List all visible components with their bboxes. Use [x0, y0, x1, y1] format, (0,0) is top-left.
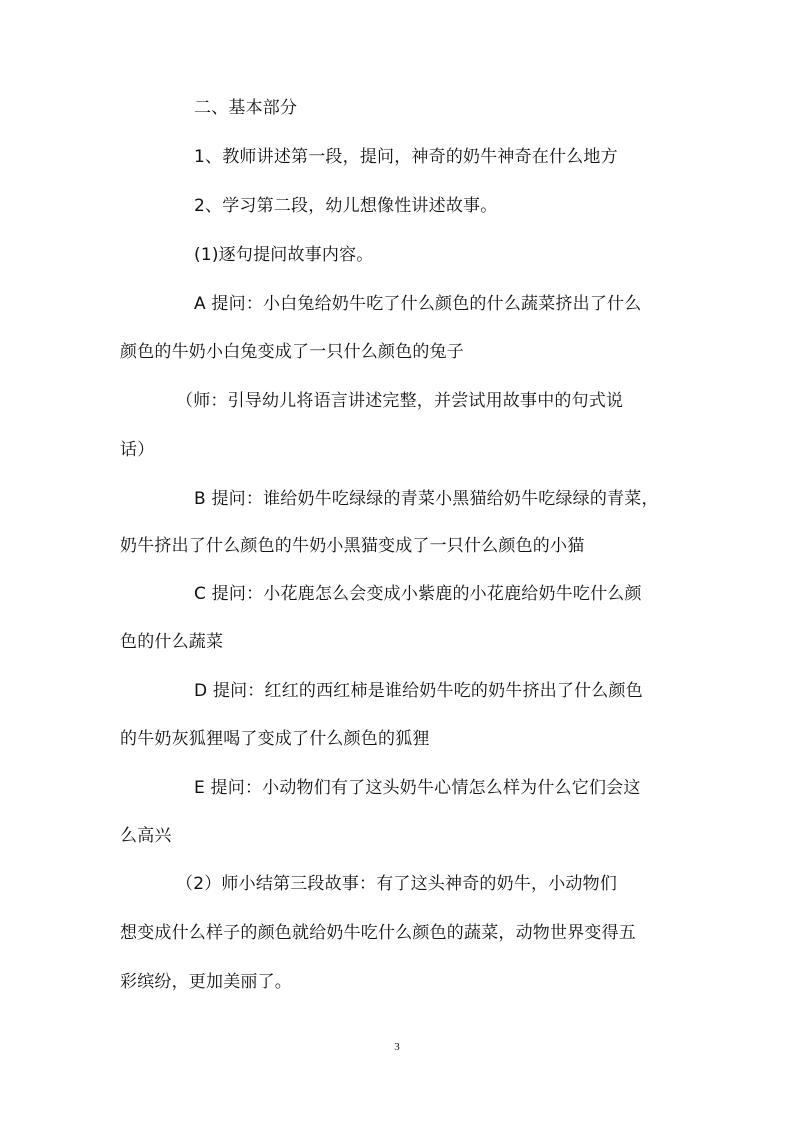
paragraph-item-2: 2、学习第二段，幼儿想像性讲述故事。	[194, 196, 498, 216]
teacher-note-line-2: 话）	[120, 440, 155, 460]
paragraph-item-1: 1、教师讲述第一段，提问，神奇的奶牛神奇在什么地方	[194, 147, 618, 167]
question-a-line-1: A 提问：小白兔给奶牛吃了什么颜色的什么蔬菜挤出了什么	[194, 294, 642, 314]
summary-line-3: 彩缤纷，更加美丽了。	[120, 972, 292, 992]
section-heading: 二、基本部分	[194, 98, 298, 118]
paragraph-item-3: (1)逐句提问故事内容。	[194, 245, 374, 265]
question-b-line-2: 奶牛挤出了什么颜色的牛奶小黑猫变成了一只什么颜色的小猫	[120, 536, 585, 556]
question-d-line-2: 的牛奶灰狐狸喝了变成了什么颜色的狐狸	[120, 729, 430, 749]
summary-line-2: 想变成什么样子的颜色就给奶牛吃什么颜色的蔬菜，动物世界变得五	[120, 923, 636, 943]
question-b-line-1: B 提问：谁给奶牛吃绿绿的青菜小黑猫给奶牛吃绿绿的青菜，	[194, 489, 659, 509]
question-a-line-2: 颜色的牛奶小白兔变成了一只什么颜色的兔子	[120, 342, 464, 362]
question-c-line-2: 色的什么蔬菜	[120, 632, 224, 652]
page-number: 3	[394, 1041, 400, 1053]
summary-line-1: （2）师小结第三段故事：有了这头神奇的奶牛，小动物们	[176, 874, 618, 894]
question-c-line-1: C 提问：小花鹿怎么会变成小紫鹿的小花鹿给奶牛吃什么颜	[194, 584, 642, 604]
question-e-line-2: 么高兴	[120, 826, 172, 846]
teacher-note-line-1: （师：引导幼儿将语言讲述完整，并尝试用故事中的句式说	[176, 391, 624, 411]
question-d-line-1: D 提问：红红的西红柿是谁给奶牛吃的奶牛挤出了什么颜色	[194, 681, 643, 701]
question-e-line-1: E 提问：小动物们有了这头奶牛心情怎么样为什么它们会这	[194, 778, 641, 798]
